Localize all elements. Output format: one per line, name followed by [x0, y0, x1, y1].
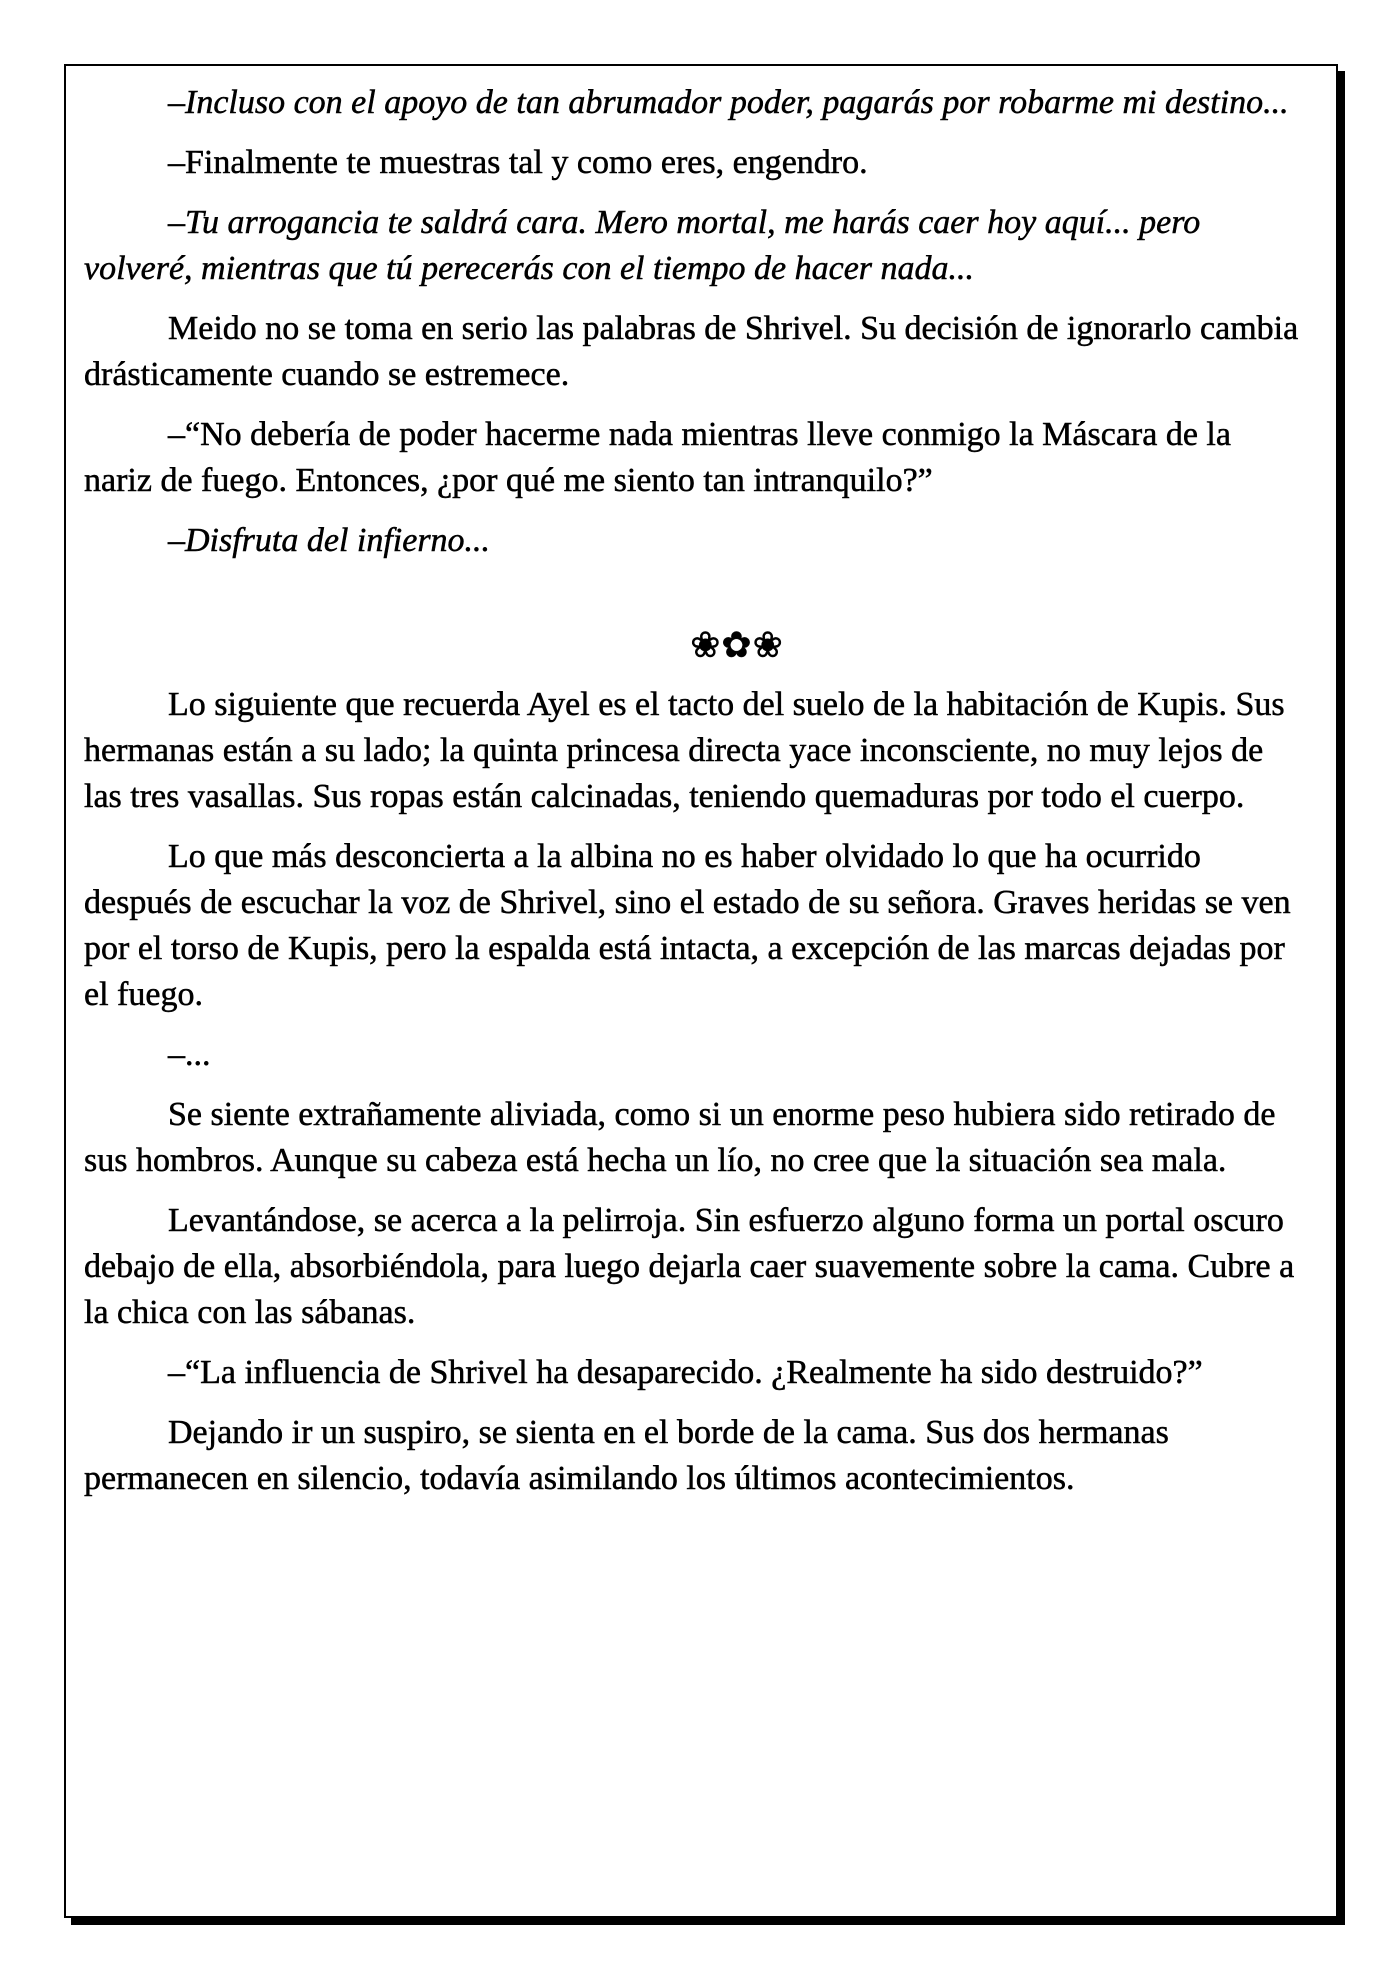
paragraph: Meido no se toma en serio las palabras de Shrivel. Su decisión de ignorarlo cambia drásticamente cuando se estremece. [84, 310, 1299, 393]
paragraph: –Finalmente te muestras tal y como eres, engendro. [168, 144, 868, 181]
paragraph: Dejando ir un suspiro, se sienta en el borde de la cama. Sus dos hermanas permanecen en silencio, todavía asimilando los últimos acontecimientos. [84, 1414, 1169, 1497]
paragraph: –... [168, 1036, 211, 1073]
paragraph: –“La influencia de Shrivel ha desaparecido. ¿Realmente ha sido destruido?” [168, 1354, 1203, 1391]
page-body [84, 80, 1306, 1516]
paragraph: –Tu arrogancia te saldrá cara. Mero mortal, me harás caer hoy aquí... pero volveré, mientras que tú perecerás con el tiempo de hacer nada... [84, 204, 1201, 287]
paragraph: –Incluso con el apoyo de tan abrumador poder, pagarás por robarme mi destino... [168, 84, 1289, 121]
paragraph: Lo que más desconcierta a la albina no es haber olvidado lo que ha ocurrido después de escuchar la voz de Shrivel, sino el estado de su señora. Graves heridas se ven por el torso de Kupis, pero la espalda está intacta, a excepción de las marcas dejadas por el fuego. [84, 838, 1291, 1013]
spacer [84, 578, 1306, 622]
paragraph: –Disfruta del infierno... [168, 522, 491, 559]
paragraph: Lo siguiente que recuerda Ayel es el tacto del suelo de la habitación de Kupis. Sus hermanas están a su lado; la quinta princesa directa yace inconsciente, no muy lejos de las tres vasallas. Sus ropas están calcinadas, teniendo quemaduras por todo el cuerpo. [84, 686, 1285, 815]
paragraph: Se siente extrañamente aliviada, como si un enorme peso hubiera sido retirado de sus hombros. Aunque su cabeza está hecha un lío, no cree que la situación sea mala. [84, 1096, 1276, 1179]
scene-break-ornament: ❀✿❀ [690, 625, 784, 665]
paragraph: –“No debería de poder hacerme nada mientras lleve conmigo la Máscara de la nariz de fuego. Entonces, ¿por qué me siento tan intranquilo?” [84, 416, 1231, 499]
paragraph: Levantándose, se acerca a la pelirroja. Sin esfuerzo alguno forma un portal oscuro debajo de ella, absorbiéndola, para luego dejarla caer suavemente sobre la cama. Cubre a la chica con las sábanas. [84, 1202, 1295, 1331]
